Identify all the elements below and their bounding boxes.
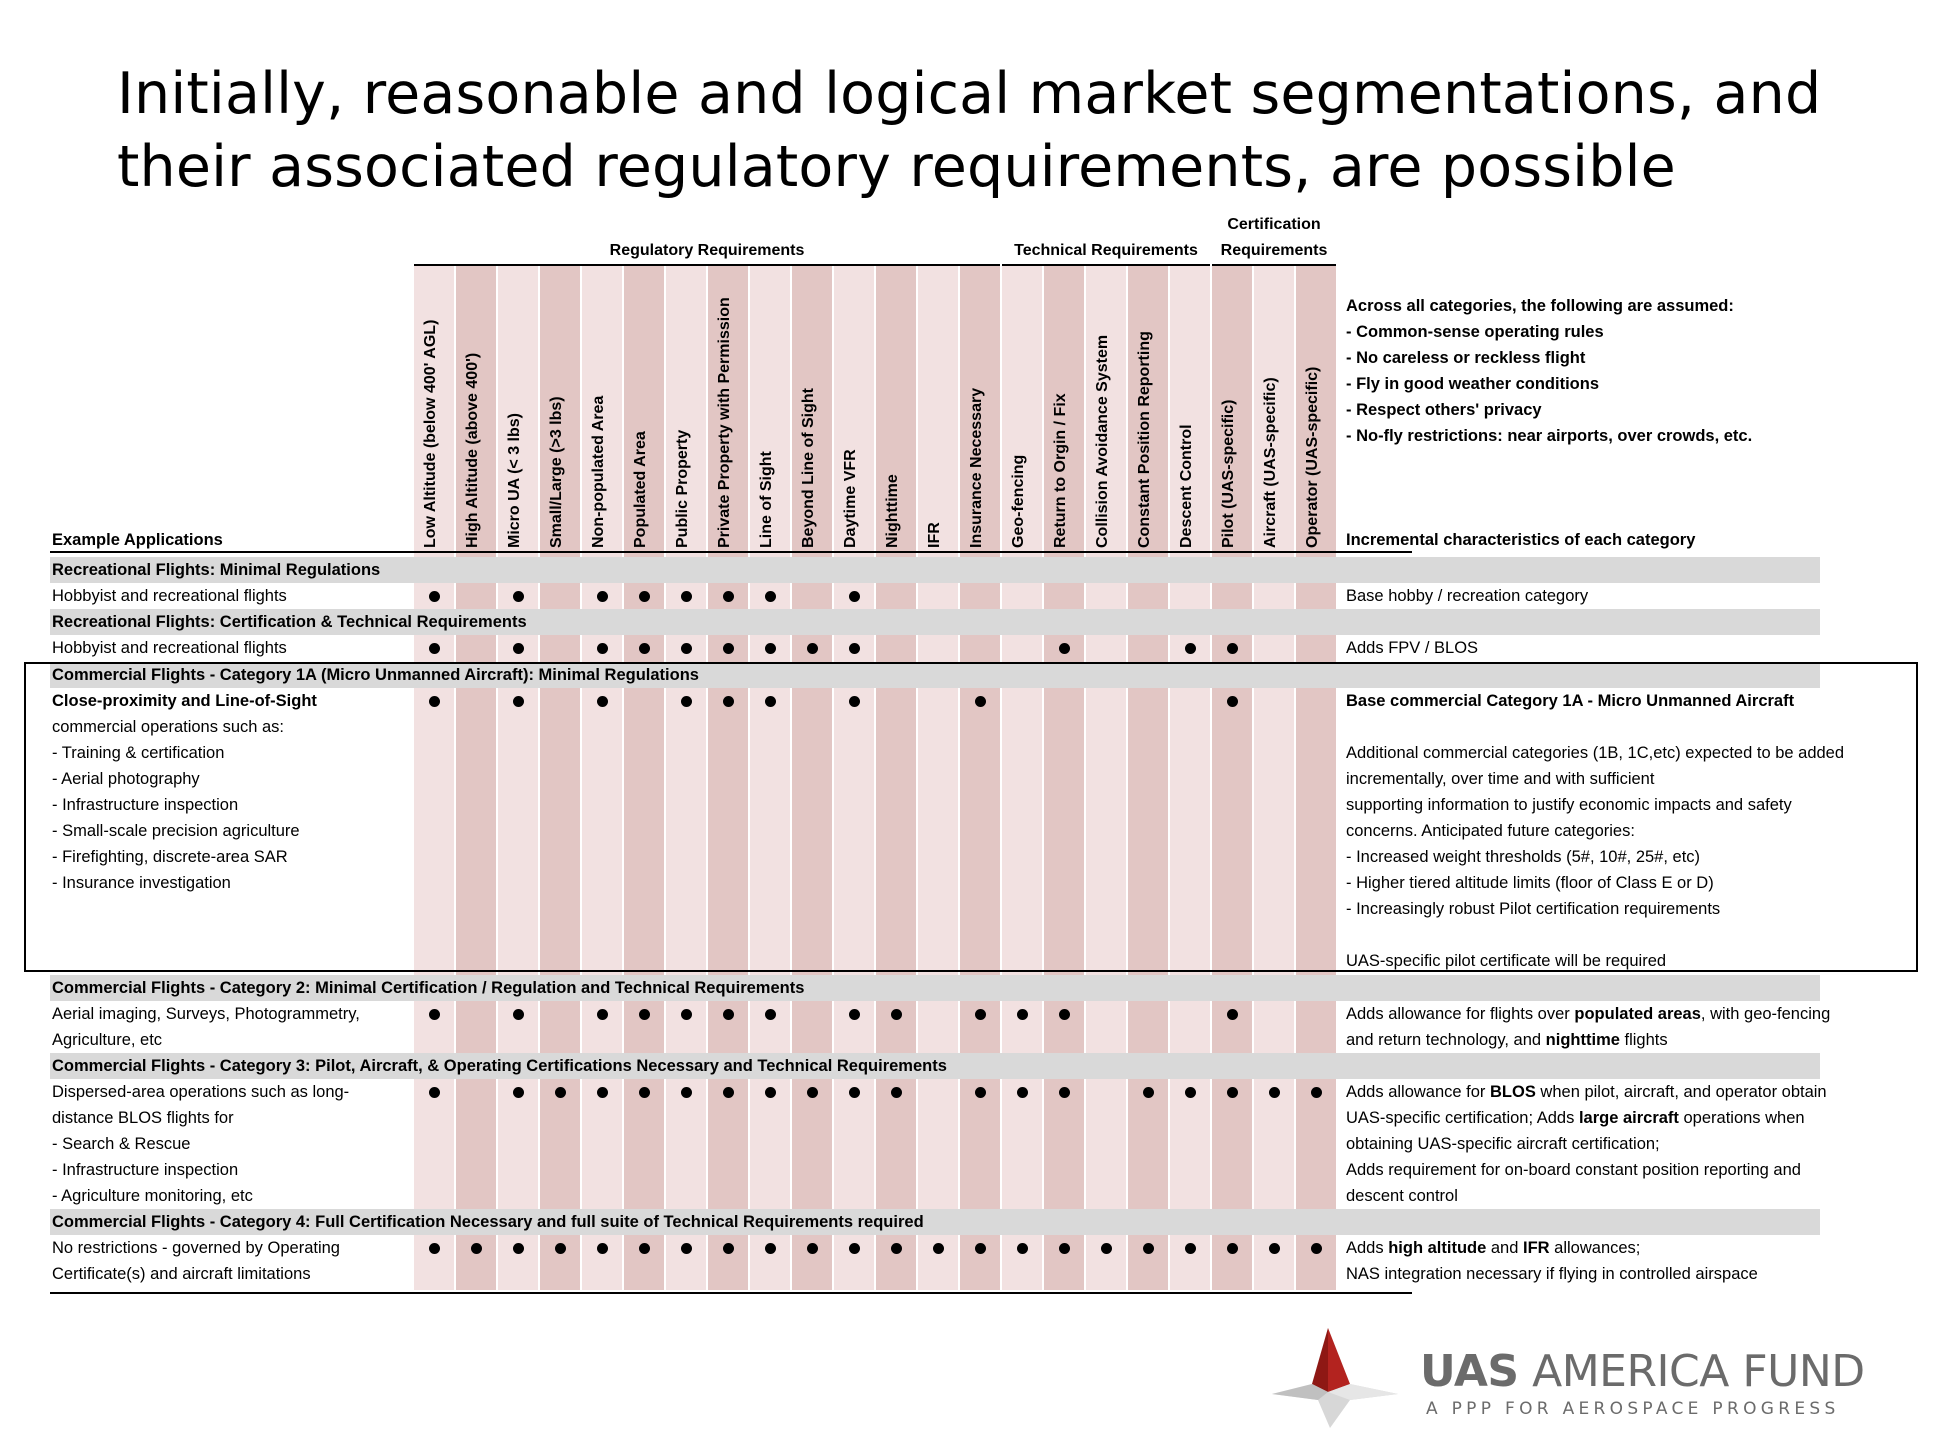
requirement-dot <box>429 591 440 602</box>
column-header-label: Geo-fencing <box>1010 454 1027 548</box>
characteristic-text: Adds <box>1346 1239 1389 1257</box>
example-application-line: - Agriculture monitoring, etc <box>52 1187 253 1205</box>
requirement-dot <box>1059 1243 1070 1254</box>
column-header <box>1304 258 1330 548</box>
example-application-line: - Firefighting, discrete-area SAR <box>52 848 288 866</box>
requirement-dot <box>891 1087 902 1098</box>
column-header <box>968 258 994 548</box>
example-application-line: - Training & certification <box>52 744 225 762</box>
logo-tagline: A PPP FOR AEROSPACE PROGRESS <box>1426 1399 1840 1419</box>
requirement-dot <box>513 1243 524 1254</box>
column-header <box>884 258 910 548</box>
requirement-dot <box>975 1009 986 1020</box>
requirement-dot <box>1227 1009 1238 1020</box>
column-header-label: Public Property <box>674 429 691 548</box>
section-heading: Commercial Flights - Category 1A (Micro Unmanned Aircraft): Minimal Regulations <box>52 666 699 684</box>
column-header <box>422 258 448 548</box>
requirement-dot <box>1017 1087 1028 1098</box>
column-header <box>632 258 658 548</box>
column-header-label: Return to Orgin / Fix <box>1052 393 1069 548</box>
example-application-line: Aerial imaging, Surveys, Photogrammetry, <box>52 1005 360 1023</box>
requirement-dot <box>681 1087 692 1098</box>
requirement-dot <box>597 591 608 602</box>
column-header <box>590 258 616 548</box>
category-characteristic-line <box>1346 1131 1660 1157</box>
characteristic-text: Base hobby / recreation category <box>1346 587 1589 605</box>
category-characteristic-line <box>1346 1235 1640 1261</box>
requirement-dot <box>891 1243 902 1254</box>
column-header <box>1136 258 1162 548</box>
column-header-label: Beyond Line of Sight <box>800 388 817 548</box>
logo-brand-rest: AMERICA FUND <box>1518 1346 1865 1397</box>
category-1a-highlight-box <box>24 662 1918 972</box>
requirement-dot <box>1311 1243 1322 1254</box>
requirement-dot <box>555 1243 566 1254</box>
characteristic-text: Adds allowance for <box>1346 1083 1490 1101</box>
column-header-label: Private Property with Permission <box>716 297 733 548</box>
requirement-dot <box>639 1243 650 1254</box>
table-bottom-rule <box>50 1292 1412 1294</box>
requirement-dot <box>849 1009 860 1020</box>
example-application-line: Close-proximity and Line-of-Sight <box>52 692 317 710</box>
requirement-dot <box>1227 643 1238 654</box>
section-heading: Commercial Flights - Category 2: Minimal Certification / Regulation and Technical Requirements <box>52 979 805 997</box>
category-characteristic-line <box>1346 1001 1830 1027</box>
requirement-dot <box>639 1087 650 1098</box>
column-header-label: Small/Large (>3 lbs) <box>548 396 565 548</box>
requirement-dot <box>681 643 692 654</box>
characteristic-text: populated areas <box>1574 1005 1701 1023</box>
characteristic-text: descent control <box>1346 1187 1458 1205</box>
group-label-1: Technical Requirements <box>1014 242 1198 259</box>
example-application-line: Agriculture, etc <box>52 1031 163 1049</box>
example-application-line: distance BLOS flights for <box>52 1109 234 1127</box>
requirement-dot <box>975 1243 986 1254</box>
requirement-dot <box>429 1087 440 1098</box>
column-header-label: High Altitude (above 400') <box>464 352 481 548</box>
column-header <box>716 258 742 548</box>
characteristic-text: - Higher tiered altitude limits (floor of Class E or D) <box>1346 874 1714 892</box>
requirement-dot <box>1017 1243 1028 1254</box>
requirement-dot <box>1017 1009 1028 1020</box>
requirement-dot <box>849 1087 860 1098</box>
category-characteristic-line <box>1346 1105 1805 1131</box>
title-line-1: Initially, reasonable and logical market segmentations, and <box>117 61 1822 127</box>
requirement-dot <box>1269 1243 1280 1254</box>
requirement-dot <box>723 591 734 602</box>
requirement-dot <box>681 1009 692 1020</box>
characteristic-text: high altitude <box>1388 1239 1487 1257</box>
requirement-dot <box>849 591 860 602</box>
requirement-dot <box>555 1087 566 1098</box>
requirement-dot <box>471 1243 482 1254</box>
characteristic-text: UAS-specific pilot certificate will be required <box>1346 952 1667 970</box>
column-header-label: Nighttime <box>884 474 901 548</box>
requirement-dot <box>513 591 524 602</box>
assumption-line: - Respect others' privacy <box>1346 401 1542 419</box>
requirement-dot <box>1227 1087 1238 1098</box>
assumption-line: - Common-sense operating rules <box>1346 323 1604 341</box>
column-header <box>548 258 574 548</box>
example-application-line: Certificate(s) and aircraft limitations <box>52 1265 311 1283</box>
characteristic-text: and <box>1486 1239 1523 1257</box>
category-characteristic-line <box>1346 1027 1668 1053</box>
characteristic-text: , with geo-fencing <box>1700 1005 1831 1023</box>
example-application-line: No restrictions - governed by Operating <box>52 1239 340 1257</box>
requirement-dot <box>513 643 524 654</box>
characteristic-text: Additional commercial categories (1B, 1C,etc) expected to be added <box>1346 744 1845 762</box>
requirement-dot <box>765 643 776 654</box>
column-header-label: Pilot (UAS-specific) <box>1220 399 1237 548</box>
group-underline-0 <box>414 264 1000 266</box>
column-header-label: Populated Area <box>632 431 649 548</box>
requirement-dot <box>891 1009 902 1020</box>
column-header <box>1178 258 1204 548</box>
column-header <box>1220 258 1246 548</box>
column-header-label: IFR <box>926 522 943 548</box>
group-label-2-line-0: Certification <box>1227 216 1321 233</box>
requirement-dot <box>597 643 608 654</box>
category-characteristic-line <box>1346 1157 1801 1183</box>
example-application-line: Hobbyist and recreational flights <box>52 587 287 605</box>
category-characteristic-line <box>1346 1079 1827 1105</box>
characteristic-text: obtaining UAS-specific aircraft certification; <box>1346 1135 1660 1153</box>
column-header <box>1010 258 1036 548</box>
requirement-dot <box>513 1009 524 1020</box>
characteristic-text: Adds allowance for flights over <box>1346 1005 1575 1023</box>
requirement-dot <box>639 1009 650 1020</box>
requirement-dot <box>1059 643 1070 654</box>
category-characteristic-line <box>1346 635 1478 661</box>
requirement-dot <box>597 1087 608 1098</box>
example-application-line: - Small-scale precision agriculture <box>52 822 300 840</box>
column-header-label: Operator (UAS-specific) <box>1304 366 1321 548</box>
requirement-dot <box>723 1243 734 1254</box>
requirement-dot <box>723 1087 734 1098</box>
characteristic-text: operations when <box>1678 1109 1805 1127</box>
characteristic-text: supporting information to justify economic impacts and safety <box>1346 796 1792 814</box>
header-rule <box>50 551 1412 553</box>
section-heading: Recreational Flights: Certification & Technical Requirements <box>52 613 527 631</box>
category-characteristic-line <box>1346 1183 1458 1209</box>
requirement-dot <box>807 1087 818 1098</box>
assumption-line: - Fly in good weather conditions <box>1346 375 1600 393</box>
title-line-2: their associated regulatory requirements, are possible <box>117 134 1676 200</box>
requirement-dot <box>1059 1009 1070 1020</box>
requirement-dot <box>639 643 650 654</box>
requirement-dot <box>597 1243 608 1254</box>
characteristic-text: concerns. Anticipated future categories: <box>1346 822 1635 840</box>
requirement-dot <box>429 1243 440 1254</box>
requirement-dot <box>1143 1087 1154 1098</box>
assumption-line: - No-fly restrictions: near airports, over crowds, etc. <box>1346 427 1753 445</box>
category-characteristic-line <box>1346 583 1588 609</box>
requirement-dot <box>975 1087 986 1098</box>
assumption-line: Across all categories, the following are assumed: <box>1346 297 1734 315</box>
requirement-dot <box>723 643 734 654</box>
column-header <box>1262 258 1288 548</box>
characteristic-text: - Increasingly robust Pilot certification requirements <box>1346 900 1721 918</box>
example-application-line: commercial operations such as: <box>52 718 285 736</box>
column-header <box>842 258 868 548</box>
column-header-label: Low Altitude (below 400' AGL) <box>422 319 439 548</box>
column-header-label: Micro UA (< 3 lbs) <box>506 413 523 548</box>
requirement-dot <box>933 1243 944 1254</box>
column-header-label: Insurance Necessary <box>968 387 985 548</box>
requirement-dot <box>681 1243 692 1254</box>
characteristic-text: IFR <box>1522 1239 1550 1257</box>
requirement-dot <box>639 591 650 602</box>
requirement-dot <box>849 643 860 654</box>
characteristic-text: allowances; <box>1549 1239 1641 1257</box>
example-application-line: - Aerial photography <box>52 770 200 788</box>
requirement-dot <box>513 1087 524 1098</box>
column-header-label: Aircraft (UAS-specific) <box>1262 377 1279 548</box>
requirement-dot <box>807 643 818 654</box>
section-heading: Commercial Flights - Category 3: Pilot, Aircraft, & Operating Certifications Necessary and Technical Requirements <box>52 1057 947 1075</box>
requirement-dot <box>723 1009 734 1020</box>
example-application-line: - Infrastructure inspection <box>52 1161 239 1179</box>
column-header-label: Non-populated Area <box>590 395 607 548</box>
characteristic-text: Base commercial Category 1A - Micro Unmanned Aircraft <box>1346 692 1795 710</box>
right-header: Incremental characteristics of each category <box>1346 531 1696 549</box>
characteristic-text: and return technology, and <box>1346 1031 1546 1049</box>
requirement-dot <box>429 1009 440 1020</box>
example-application-line: - Insurance investigation <box>52 874 231 892</box>
characteristic-text: - Increased weight thresholds (5#, 10#, 25#, etc) <box>1346 848 1701 866</box>
characteristic-text: NAS integration necessary if flying in controlled airspace <box>1346 1265 1758 1283</box>
group-label-2-line-1: Requirements <box>1220 242 1328 259</box>
column-header <box>926 258 952 548</box>
characteristic-text: when pilot, aircraft, and operator obtain <box>1535 1083 1827 1101</box>
group-label-0: Regulatory Requirements <box>609 242 805 259</box>
characteristic-text: Adds requirement for on-board constant position reporting and <box>1346 1161 1801 1179</box>
column-header-label: Constant Position Reporting <box>1136 331 1153 548</box>
left-header: Example Applications <box>52 531 223 549</box>
requirement-dot <box>1101 1243 1112 1254</box>
requirement-dot <box>807 1243 818 1254</box>
column-header-label: Collision Avoidance System <box>1094 334 1111 548</box>
requirement-dot <box>765 1087 776 1098</box>
requirement-dot <box>1269 1087 1280 1098</box>
requirement-dot <box>1311 1087 1322 1098</box>
example-application-line: Hobbyist and recreational flights <box>52 639 287 657</box>
requirement-dot <box>597 1009 608 1020</box>
characteristic-text: BLOS <box>1490 1083 1536 1101</box>
column-header-label: Descent Control <box>1178 424 1195 548</box>
requirement-dot <box>1185 643 1196 654</box>
example-application-line: Dispersed-area operations such as long- <box>52 1083 350 1101</box>
characteristic-text: large aircraft <box>1578 1109 1679 1127</box>
example-application-line: - Search & Rescue <box>52 1135 191 1153</box>
requirement-dot <box>1143 1243 1154 1254</box>
column-header <box>1052 258 1078 548</box>
logo-brand-bold: UAS <box>1420 1346 1519 1397</box>
requirement-dot <box>1185 1087 1196 1098</box>
requirement-dot <box>681 591 692 602</box>
category-characteristic-line <box>1346 1261 1758 1287</box>
characteristic-text: flights <box>1619 1031 1668 1049</box>
column-header <box>758 258 784 548</box>
column-header <box>674 258 700 548</box>
column-header-label: Line of Sight <box>758 451 775 548</box>
column-header <box>464 258 490 548</box>
requirement-dot <box>849 1243 860 1254</box>
requirement-dot <box>1185 1243 1196 1254</box>
requirement-dot <box>765 1009 776 1020</box>
logo-wordmark <box>1420 1346 1865 1397</box>
column-header <box>1094 258 1120 548</box>
requirement-dot <box>429 643 440 654</box>
section-heading: Commercial Flights - Category 4: Full Certification Necessary and full suite of Technical Requirements required <box>52 1213 924 1231</box>
section-heading: Recreational Flights: Minimal Regulations <box>52 561 381 579</box>
requirement-dot <box>1059 1087 1070 1098</box>
requirement-dot <box>765 1243 776 1254</box>
requirement-dot <box>765 591 776 602</box>
characteristic-text: nighttime <box>1545 1031 1620 1049</box>
characteristic-text: UAS-specific certification; Adds <box>1346 1109 1579 1127</box>
column-header-label: Daytime VFR <box>842 449 859 548</box>
column-header <box>800 258 826 548</box>
characteristic-text: incrementally, over time and with sufficient <box>1346 770 1655 788</box>
column-header <box>506 258 532 548</box>
characteristic-text: Adds FPV / BLOS <box>1346 639 1479 657</box>
assumption-line: - No careless or reckless flight <box>1346 349 1586 367</box>
requirement-dot <box>1227 1243 1238 1254</box>
example-application-line: - Infrastructure inspection <box>52 796 239 814</box>
